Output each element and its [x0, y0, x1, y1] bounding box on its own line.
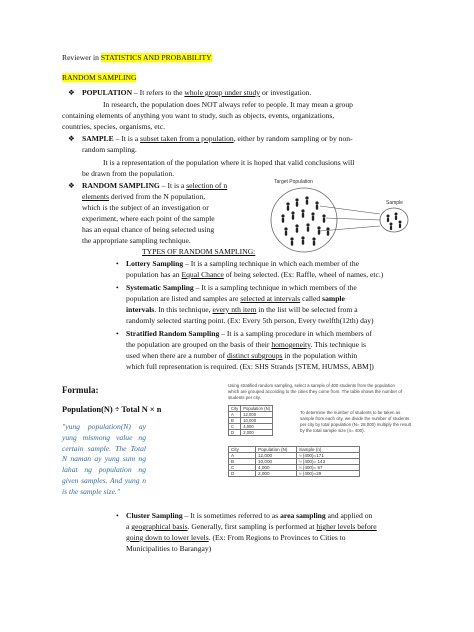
- sample-circle: [380, 208, 408, 232]
- text: elements: [82, 192, 109, 201]
- text: A: [229, 453, 256, 459]
- text: D: [229, 471, 256, 477]
- text: called: [300, 294, 323, 303]
- text: or investigation.: [260, 88, 312, 97]
- text: selection of n: [186, 181, 228, 190]
- text: . Generally, first sampling is performed at: [187, 522, 317, 531]
- example-note-line: per city by total population (N= 28,000) multiply the result: [300, 422, 411, 427]
- random-sampling-line2: [82, 192, 205, 202]
- text: population are listed and samples are: [126, 294, 241, 303]
- example-intro-line: Using stratified random sampling, select a sample of 400 students from the population: [228, 383, 395, 388]
- text: distinct subgroups: [227, 351, 283, 360]
- text: . In this technique,: [154, 305, 213, 314]
- bullet-icon: •: [116, 283, 119, 292]
- systematic-line3: [126, 305, 358, 315]
- cluster-line1: [126, 511, 372, 521]
- stratified-line2: [126, 340, 366, 350]
- title-subject: STATISTICS AND PROBABILITY: [100, 53, 212, 62]
- table-header-row: [229, 406, 273, 412]
- text: D: [229, 430, 241, 436]
- text: lower levels: [171, 533, 209, 542]
- text: B: [229, 418, 241, 424]
- text: ≈ (400)=171: [297, 453, 360, 459]
- text: A: [229, 412, 241, 418]
- stratified-line3: [126, 351, 357, 361]
- sample-definition-line: random sampling.: [82, 145, 137, 154]
- example-note-line: sample from each city, we divide the number of students: [300, 416, 410, 421]
- text: a: [126, 522, 132, 531]
- bullet-icon: •: [116, 511, 119, 520]
- text: C: [229, 424, 241, 430]
- section-title: [62, 73, 136, 83]
- text: 10,000: [256, 459, 297, 465]
- text: Sample (n): [297, 447, 360, 453]
- text: ≈ (400)=29: [297, 471, 360, 477]
- table-row: [229, 471, 360, 477]
- stratified-line4: which full representation is required. (Ex: SHS Strands [STEM, HUMSS, ABM]): [126, 362, 374, 371]
- text: going down to: [126, 533, 172, 542]
- example-intro-line: which are grouped according to the cities they come from. The table shows the number of: [228, 389, 402, 394]
- text: City: [229, 447, 256, 453]
- diamond-bullet-icon: ❖: [68, 134, 75, 143]
- systematic-line1: [126, 283, 357, 293]
- lottery-line2: [126, 270, 383, 280]
- text: derived from the N population,: [109, 192, 206, 201]
- population-key-phrase: whole group under study: [184, 88, 261, 97]
- section-random-sampling: RANDOM SAMPLING: [62, 73, 137, 82]
- sample-definition: [82, 134, 353, 144]
- example-note-line: by the total sample size (n= 400).: [300, 428, 365, 433]
- text: , either by random sampling or by non-: [233, 134, 353, 143]
- lottery-line1: [126, 259, 359, 269]
- text: homogeneity: [271, 340, 311, 349]
- text: 2,000: [256, 471, 297, 477]
- systematic-term: Systematic Sampling: [126, 283, 194, 292]
- text: 12,000: [241, 412, 273, 418]
- population-people-icons: [281, 196, 329, 245]
- text: 12,000: [256, 453, 297, 459]
- lottery-term: Lottery Sampling: [126, 259, 184, 268]
- text: TYPES OF RANDOM SAMPLING:: [142, 247, 256, 256]
- text: every nth item: [212, 305, 257, 314]
- text: 2,000: [241, 430, 273, 436]
- text: – It is a sampling procedure in which members of: [219, 329, 372, 338]
- text: of being selected. (Ex: Raffle, wheel of names, etc.): [223, 270, 384, 279]
- title-prefix: Reviewer in: [62, 53, 101, 62]
- text: in the list will be selected from a: [256, 305, 358, 314]
- stratified-term: Stratified Random Sampling: [126, 329, 220, 338]
- cluster-line4: Municipalities to Barangay): [126, 544, 212, 553]
- stratified-line1: [126, 329, 372, 339]
- text: area sampling: [280, 511, 326, 520]
- text: City: [229, 406, 241, 412]
- text: C: [229, 465, 256, 471]
- sample-people-icons: [387, 213, 402, 231]
- text: 4,000: [241, 424, 273, 430]
- text: Equal Chance: [181, 270, 224, 279]
- cluster-line2: [126, 522, 377, 532]
- random-sampling-term: RANDOM SAMPLING: [82, 181, 160, 190]
- cluster-line3: [126, 533, 346, 543]
- text: and applied on: [325, 511, 373, 520]
- population-sample-figure: [270, 176, 418, 258]
- text: – It is a: [113, 134, 141, 143]
- text: population has an: [126, 270, 182, 279]
- random-sampling-line: has an equal chance of being selected using: [82, 225, 215, 234]
- diamond-bullet-icon: ❖: [68, 181, 75, 190]
- text: – It is a: [159, 181, 187, 190]
- cluster-term: Cluster Sampling: [126, 511, 183, 520]
- population-term: POPULATION: [82, 88, 133, 97]
- random-sampling-line: the appropriate sampling technique.: [82, 236, 191, 245]
- text: the population are grouped on the basis of their: [126, 340, 272, 349]
- diamond-bullet-icon: ❖: [68, 88, 75, 97]
- text: sample: [322, 294, 345, 303]
- example-note-line: To determine the number of students to be taken as: [300, 410, 401, 415]
- text: geographical basis: [131, 522, 188, 531]
- document-title: [62, 53, 212, 63]
- formula-title: Formula:: [62, 385, 99, 395]
- random-sampling-line1: [82, 181, 227, 191]
- text: used when there are a number of: [126, 351, 227, 360]
- text: ≈ (400)= 143: [297, 459, 360, 465]
- population-paragraph-line: In research, the population does NOT always refer to people. It may mean a group: [103, 100, 353, 109]
- bullet-icon: •: [116, 329, 119, 338]
- sample-key-phrase: subset taken from a population: [140, 134, 234, 143]
- text: higher levels before: [316, 522, 377, 531]
- population-paragraph-line: containing elements of anything you want to study, such as objects, events, organizations,: [62, 111, 335, 120]
- example-population-table: [228, 405, 273, 436]
- sampling-arrows: [320, 206, 380, 231]
- table-row: [229, 430, 273, 436]
- systematic-line4: randomly selected starting point. (Ex: Every 5th person, Every twelfth(12th) day): [126, 316, 374, 325]
- population-definition: [82, 88, 311, 98]
- text: in the population within: [282, 351, 358, 360]
- bullet-icon: •: [116, 259, 119, 268]
- sample-term: SAMPLE: [82, 134, 114, 143]
- figure-target-label: Target Population: [274, 179, 313, 185]
- text: Population (N): [241, 406, 273, 412]
- text: selected at intervals: [240, 294, 301, 303]
- formula-explanation-quote: "yung population(N) ay yung mismong value ng certain sample. The Total N naman ay yung sum ng lahat ng population ng given samples. And yung n is the sample size.": [62, 422, 146, 496]
- text: Population (N): [256, 447, 297, 453]
- text: – It is a sampling technique in which members of the: [193, 283, 357, 292]
- text: – It is a sampling technique in which each member of the: [183, 259, 360, 268]
- random-sampling-line: which is the subject of an investigation or: [82, 203, 209, 212]
- text: ≈ (400)= 57: [297, 465, 360, 471]
- example-sample-table: [228, 446, 360, 477]
- text: B: [229, 459, 256, 465]
- text: . This technique is: [310, 340, 367, 349]
- types-of-random-sampling-title: [142, 247, 255, 257]
- figure-sample-label: Sample: [386, 200, 403, 206]
- sample-paragraph-line: be drawn from the population.: [82, 169, 175, 178]
- random-sampling-line: experiment, where each point of the sample: [82, 214, 215, 223]
- text: intervals: [126, 305, 155, 314]
- formula-expression: Population(N) ÷ Total N × n: [62, 405, 162, 414]
- systematic-line2: [126, 294, 345, 304]
- example-intro-line: students per city.: [228, 395, 261, 400]
- text: – It refers to the: [132, 88, 185, 97]
- text: . (Ex: From Regions to Provinces to Cities to: [208, 533, 346, 542]
- text: 10,000: [241, 418, 273, 424]
- sample-paragraph-line: It is a representation of the population where it is hoped that valid conclusions will: [103, 158, 355, 167]
- population-paragraph-line: countries, species, organisms, etc.: [62, 122, 165, 131]
- text: 4,000: [256, 465, 297, 471]
- text: – It is sometimes referred to as: [182, 511, 281, 520]
